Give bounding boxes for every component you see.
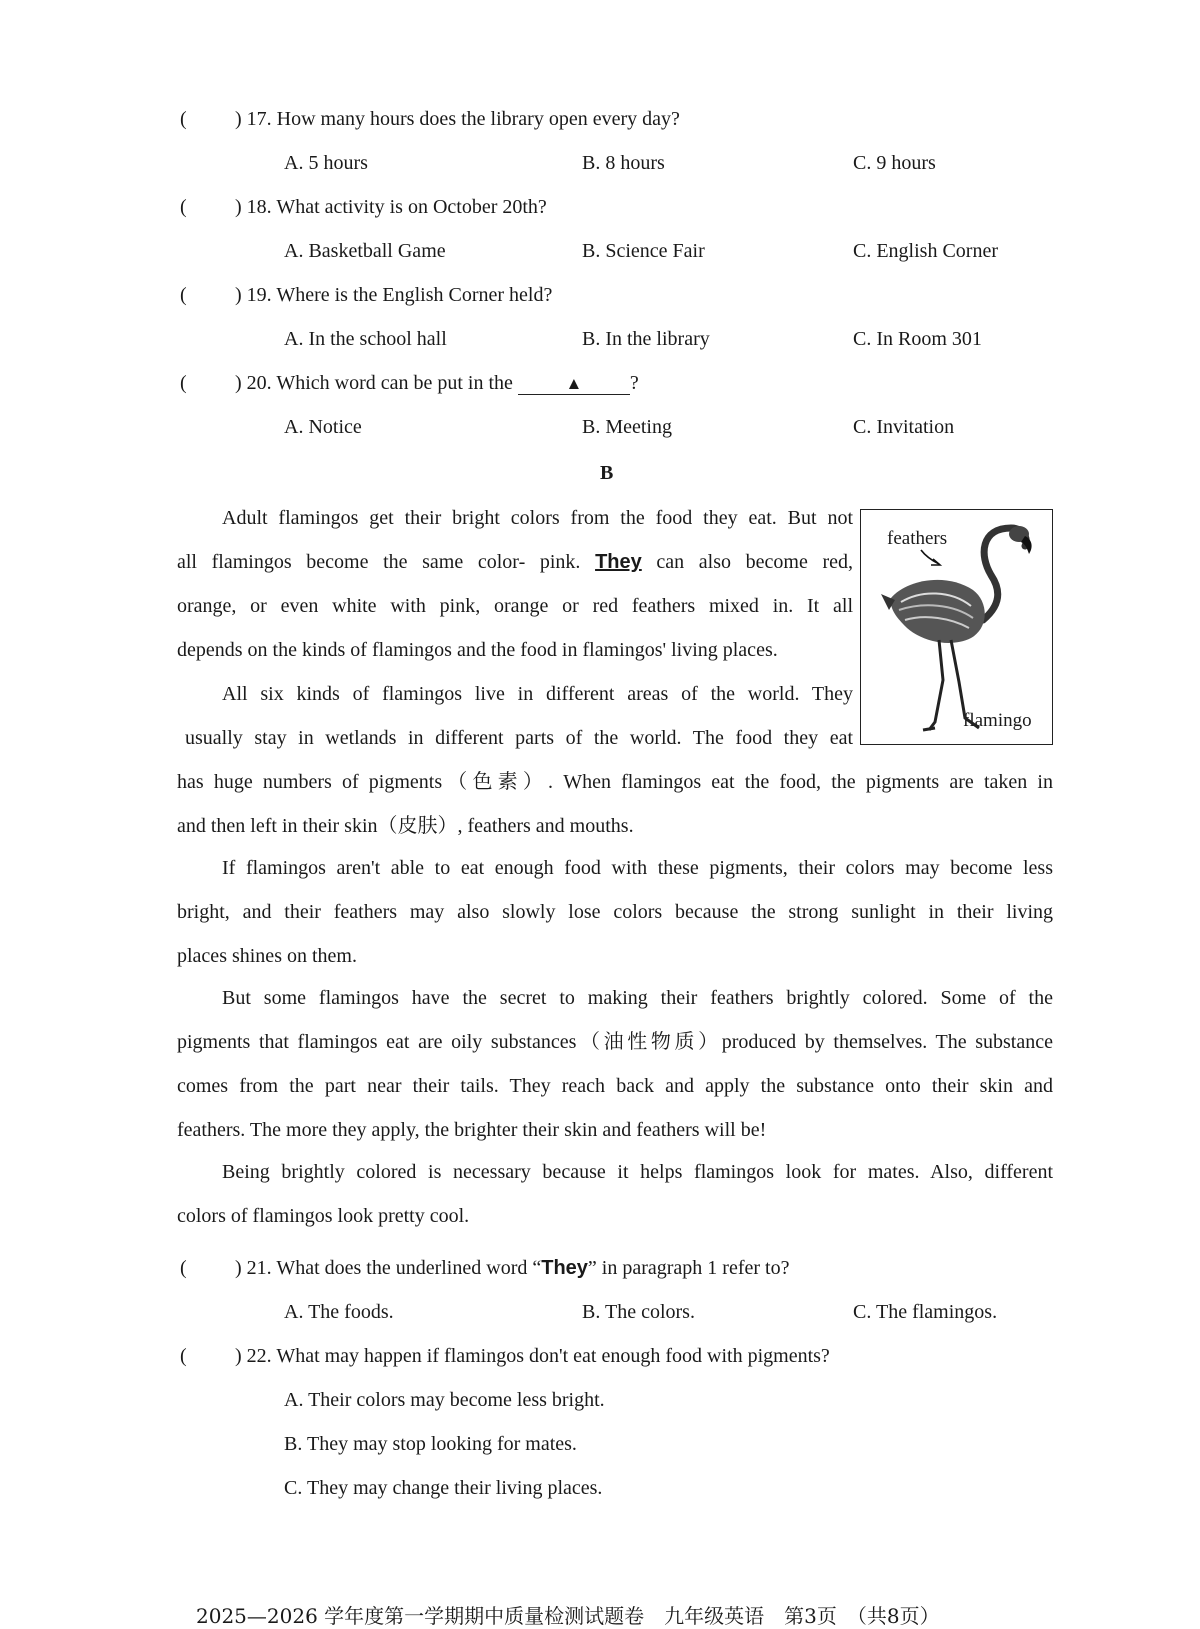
- passage-paragraph-4: But some flamingos have the secret to making their feathers brightly colored. Some of the pigments that flamingos eat are oily substances（油性物质）produced by themselves. The substance comes from the part near their tails. They reach back and apply the substance onto their skin and feathers. The more they apply, the brighter their skin and feathers will be!: [177, 987, 1053, 1141]
- passage-paragraph-3: If flamingos aren't able to eat enough food with these pigments, their colors may become less bright, and their feathers may also slowly lose colors because the strong sunlight in their living places shines on them.: [177, 857, 1053, 967]
- option-b: B. Science Fair: [582, 240, 705, 262]
- page-footer: 2025—2026 学年度第一学期期中质量检测试题卷 九年级英语 第3页 （共8页）: [196, 1604, 940, 1628]
- option-b: B. They may stop looking for mates.: [284, 1433, 577, 1455]
- passage-paragraph-5: Being brightly colored is necessary because it helps flamingos look for mates. Also, different colors of flamingos look pretty cool.: [177, 1161, 1053, 1227]
- option-a: A. 5 hours: [284, 152, 368, 174]
- answer-bracket-close: ): [235, 284, 242, 306]
- question-number: 21.: [246, 1257, 272, 1279]
- question-text: Which word can be put in the: [276, 372, 513, 394]
- question-text: What activity is on October 20th?: [276, 196, 547, 218]
- question-number: 22.: [246, 1345, 272, 1367]
- answer-bracket-open: (: [180, 284, 187, 306]
- option-c: C. The flamingos.: [853, 1301, 998, 1323]
- passage-paragraph-1: Adult flamingos get their bright colors from the food they eat. But not all flamingos become the same color- pink. They can also become red, orange, or even white with pink, orange or red feathers mixed in. It all depends on the kinds of flamingos and the food in flamingos' living places.: [177, 507, 853, 661]
- answer-bracket-close: ): [235, 1257, 242, 1279]
- figure-label-feathers: feathers: [887, 528, 948, 549]
- question-number: 20.: [246, 372, 272, 394]
- option-a: A. Notice: [284, 416, 362, 438]
- section-heading: B: [600, 462, 614, 484]
- passage-paragraph-2: All six kinds of flamingos live in different areas of the world. They usually stay in wetlands in different parts of the world. The food they eat: [185, 683, 853, 749]
- option-a: A. In the school hall: [284, 328, 447, 350]
- option-c: C. Invitation: [853, 416, 955, 438]
- option-c: C. 9 hours: [853, 152, 936, 174]
- question-text: Where is the English Corner held?: [276, 284, 553, 306]
- option-a: A. The foods.: [284, 1301, 394, 1323]
- option-b: B. The colors.: [582, 1301, 695, 1323]
- question-text: How many hours does the library open every day?: [276, 108, 680, 130]
- question-number: 17.: [246, 108, 272, 130]
- answer-bracket-open: (: [180, 196, 187, 218]
- question-number: 19.: [246, 284, 272, 306]
- option-a: A. Basketball Game: [284, 240, 446, 262]
- answer-bracket-open: (: [180, 1257, 187, 1279]
- option-c: C. In Room 301: [853, 328, 982, 350]
- figure-label-flamingo: flamingo: [963, 710, 1032, 731]
- option-c: C. English Corner: [853, 240, 998, 262]
- answer-bracket-close: ): [235, 1345, 242, 1367]
- answer-bracket-close: ): [235, 108, 242, 130]
- answer-bracket-open: (: [180, 108, 187, 130]
- option-b: B. 8 hours: [582, 152, 665, 174]
- option-b: B. Meeting: [582, 416, 672, 438]
- answer-bracket-open: (: [180, 372, 187, 394]
- referenced-word: They: [541, 1257, 588, 1279]
- answer-bracket-close: ): [235, 372, 242, 394]
- flamingo-figure: [860, 509, 1053, 745]
- option-c: C. They may change their living places.: [284, 1477, 603, 1499]
- flamingo-illustration: [861, 510, 1051, 744]
- passage-paragraph-2-cont: has huge numbers of pigments（色素）. When flamingos eat the food, the pigments are taken in and then left in their skin（皮肤）, feathers and mouths.: [177, 771, 1053, 837]
- option-a: A. Their colors may become less bright.: [284, 1389, 605, 1411]
- answer-bracket-close: ): [235, 196, 242, 218]
- answer-bracket-open: (: [180, 1345, 187, 1367]
- question-text: What may happen if flamingos don't eat enough food with pigments?: [276, 1345, 830, 1367]
- option-b: B. In the library: [582, 328, 710, 350]
- fill-blank: [518, 374, 630, 395]
- question-number: 18.: [246, 196, 272, 218]
- triangle-icon: ▲: [565, 374, 583, 393]
- underlined-word: They: [595, 551, 642, 573]
